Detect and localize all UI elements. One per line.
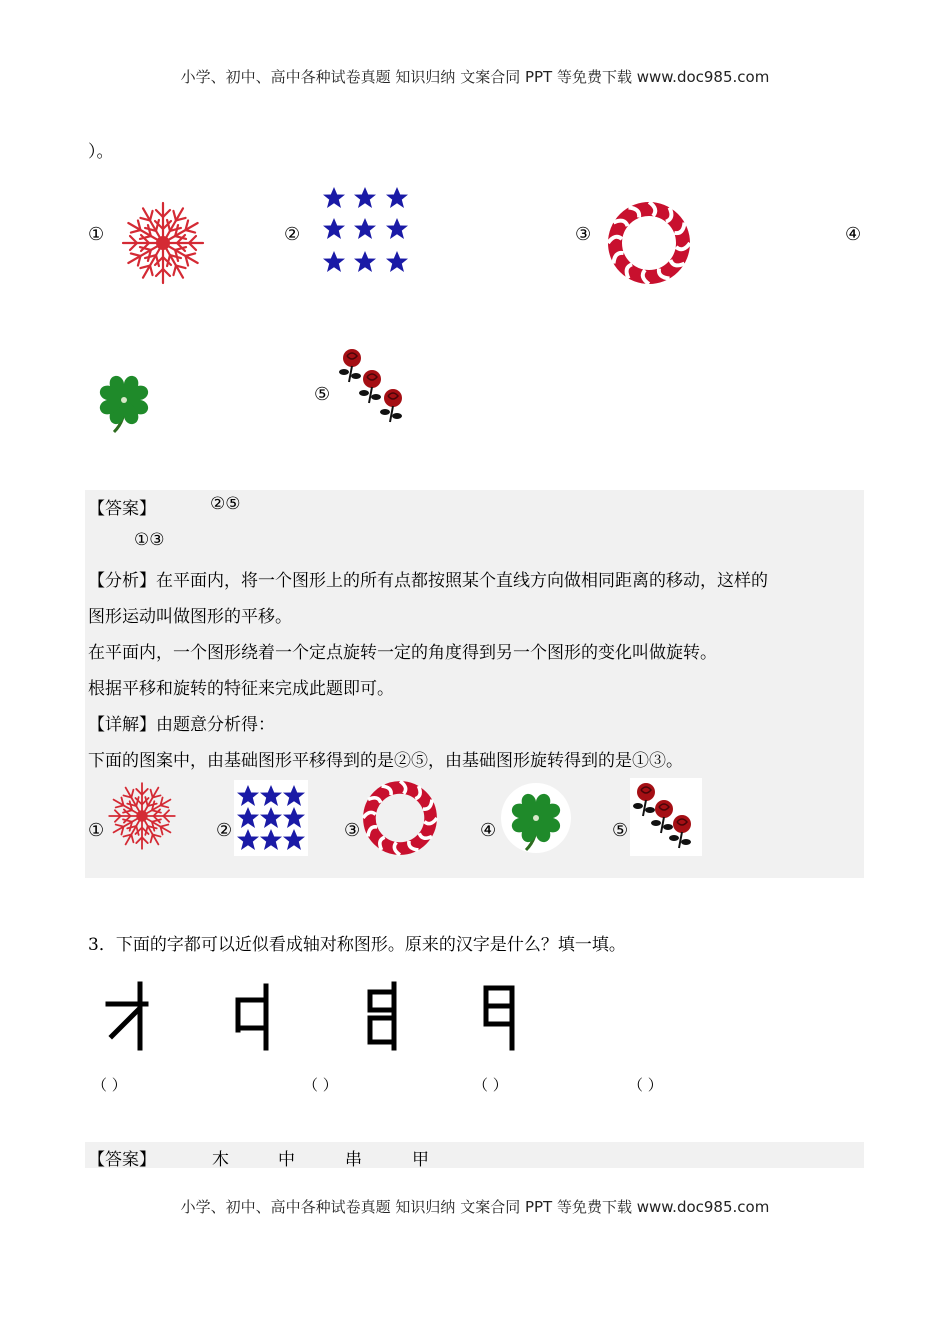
stars-grid-figure (318, 183, 414, 279)
analysis-line-1 (88, 566, 768, 591)
detail-line-2: 下面的图案中，由基础图形平移得到的是②⑤，由基础图形旋转得到的是①③。 (88, 751, 683, 771)
blank-2[interactable]: （ ） (303, 1076, 338, 1094)
label-2: ② (284, 224, 301, 245)
swirl-ring-figure (604, 198, 694, 288)
analysis-tag: 【分析】 (88, 571, 156, 591)
detail-label-1: ① (88, 820, 105, 841)
detail-text-1: 由题意分析得： (156, 715, 275, 735)
clover-figure (86, 362, 162, 438)
q3-answer-2: 中 (278, 1150, 295, 1170)
q3-answer-3: 串 (345, 1150, 362, 1170)
detail-label-2: ② (216, 820, 233, 841)
detail-roses-figure (630, 778, 702, 856)
blank-4[interactable]: （ ） (628, 1076, 663, 1094)
page-footer: 小学、初中、高中各种试卷真题 知识归纳 文案合同 PPT 等免费下载 www.doc985.com (180, 1198, 770, 1216)
answer-tag: 【答案】 (88, 499, 156, 519)
detail-tag: 【详解】 (88, 715, 156, 735)
q3-question: 3．下面的字都可以近似看成轴对称图形。原来的汉字是什么？填一填。 (88, 935, 626, 955)
detail-snowflake-figure (104, 778, 180, 854)
q3-answer-block (85, 1142, 864, 1168)
question-continuation: ）。 (88, 142, 114, 162)
label-5: ⑤ (314, 384, 331, 405)
detail-swirl-figure (362, 780, 438, 856)
detail-label-5: ⑤ (612, 820, 629, 841)
q3-answer-tag: 【答案】 (88, 1150, 156, 1170)
snowflake-figure (113, 193, 213, 293)
analysis-line-2: 图形运动叫做图形的平移。 (88, 607, 292, 627)
detail-clover-figure (498, 780, 574, 856)
blank-3[interactable]: （ ） (473, 1076, 508, 1094)
label-4: ④ (845, 224, 862, 245)
analysis-text-1: 在平面内，将一个图形上的所有点都按照某个直线方向做相同距离的移动，这样的 (156, 571, 768, 591)
answer-translation: ②⑤ (210, 494, 241, 514)
detail-label-3: ③ (344, 820, 361, 841)
roses-figure (336, 342, 410, 438)
blank-1[interactable]: （ ） (92, 1076, 127, 1094)
label-3: ③ (575, 224, 592, 245)
detail-line-1 (88, 710, 275, 735)
detail-label-4: ④ (480, 820, 497, 841)
analysis-line-4: 根据平移和旋转的特征来完成此题即可。 (88, 679, 394, 699)
q3-answer-4: 甲 (412, 1150, 429, 1170)
page-header: 小学、初中、高中各种试卷真题 知识归纳 文案合同 PPT 等免费下载 www.doc985.com (180, 68, 770, 86)
label-1: ① (88, 224, 105, 245)
half-characters-figure (100, 980, 540, 1052)
analysis-line-3: 在平面内，一个图形绕着一个定点旋转一定的角度得到另一个图形的变化叫做旋转。 (88, 643, 717, 663)
detail-stars-figure (234, 780, 308, 856)
q3-answer-1: 木 (212, 1150, 229, 1170)
answer-rotation: ①③ (134, 530, 165, 550)
